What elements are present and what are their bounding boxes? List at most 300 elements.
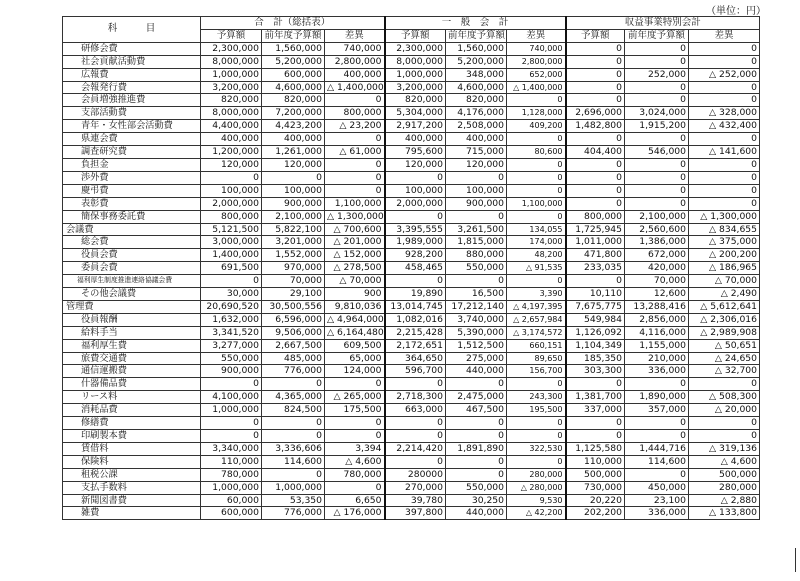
row-subject: リース料 bbox=[63, 391, 201, 404]
row-cell: 2,000,000 bbox=[385, 197, 446, 210]
row-cell: 89,650 bbox=[507, 352, 566, 365]
row-cell: 800,000 bbox=[566, 210, 625, 223]
row-cell: 485,000 bbox=[262, 352, 325, 365]
row-cell: 596,700 bbox=[385, 365, 446, 378]
row-cell: 1,890,000 bbox=[625, 391, 689, 404]
row-cell: 23,100 bbox=[625, 494, 689, 507]
row-cell: 471,800 bbox=[566, 249, 625, 262]
row-cell: △ 280,000 bbox=[507, 481, 566, 494]
row-cell: 202,200 bbox=[566, 507, 625, 520]
row-cell: 1,000,000 bbox=[385, 68, 446, 81]
row-subject: 新聞図書費 bbox=[63, 494, 201, 507]
row-cell: 0 bbox=[507, 275, 566, 288]
row-subject: 給料手当 bbox=[63, 326, 201, 339]
row-cell: 0 bbox=[325, 378, 385, 391]
row-cell: 348,000 bbox=[446, 68, 507, 81]
row-cell: 400,000 bbox=[446, 133, 507, 146]
row-cell: 404,400 bbox=[566, 146, 625, 159]
row-cell: 730,000 bbox=[566, 481, 625, 494]
row-cell: 5,200,000 bbox=[262, 55, 325, 68]
row-cell: 65,000 bbox=[325, 352, 385, 365]
row-cell: 0 bbox=[507, 184, 566, 197]
row-subject: 福利厚生費 bbox=[63, 339, 201, 352]
row-cell: 0 bbox=[625, 81, 689, 94]
row-cell: 400,000 bbox=[262, 133, 325, 146]
group-header-profit: 収益事業特別会計 bbox=[566, 17, 760, 30]
row-cell: 1,125,580 bbox=[566, 442, 625, 455]
row-cell: 1,000,000 bbox=[201, 481, 262, 494]
row-cell: 2,214,420 bbox=[385, 442, 446, 455]
table-row bbox=[63, 494, 760, 507]
row-cell: 2,560,600 bbox=[625, 223, 689, 236]
row-subject: 慶弔費 bbox=[63, 184, 201, 197]
row-cell: 1,400,000 bbox=[201, 249, 262, 262]
table-row bbox=[63, 404, 760, 417]
table-row bbox=[63, 275, 760, 288]
row-cell: 0 bbox=[625, 430, 689, 443]
row-cell: 546,000 bbox=[625, 146, 689, 159]
row-cell: 1,011,000 bbox=[566, 236, 625, 249]
row-cell: 1,155,000 bbox=[625, 339, 689, 352]
row-cell: △ 508,300 bbox=[689, 391, 760, 404]
header-row-groups bbox=[63, 17, 760, 30]
subject-header: 科 目 bbox=[63, 17, 201, 43]
row-cell: △ 834,655 bbox=[689, 223, 760, 236]
row-cell: △ 1,400,000 bbox=[507, 81, 566, 94]
table-row bbox=[63, 107, 760, 120]
row-cell: 0 bbox=[566, 68, 625, 81]
row-cell: 70,000 bbox=[625, 275, 689, 288]
row-cell: 0 bbox=[625, 55, 689, 68]
row-cell: 0 bbox=[325, 184, 385, 197]
row-cell: 928,200 bbox=[385, 249, 446, 262]
row-cell: 609,500 bbox=[325, 339, 385, 352]
row-cell: 1,725,945 bbox=[566, 223, 625, 236]
row-cell: 0 bbox=[201, 275, 262, 288]
row-cell: 0 bbox=[446, 275, 507, 288]
row-cell: 0 bbox=[325, 158, 385, 171]
row-cell: 0 bbox=[625, 158, 689, 171]
row-cell: 19,890 bbox=[385, 288, 446, 301]
table-row bbox=[63, 339, 760, 352]
table-row bbox=[63, 455, 760, 468]
row-cell: 776,000 bbox=[262, 507, 325, 520]
row-cell: 5,121,500 bbox=[201, 223, 262, 236]
row-cell: 156,700 bbox=[507, 365, 566, 378]
row-cell: 458,465 bbox=[385, 262, 446, 275]
row-subject: 修繕費 bbox=[63, 417, 201, 430]
table-row bbox=[63, 146, 760, 159]
row-cell: 400,000 bbox=[325, 68, 385, 81]
row-cell: △ 265,000 bbox=[325, 391, 385, 404]
row-cell: 243,300 bbox=[507, 391, 566, 404]
row-cell: 9,530 bbox=[507, 494, 566, 507]
row-cell: 0 bbox=[566, 275, 625, 288]
row-cell: 0 bbox=[566, 81, 625, 94]
row-cell: 0 bbox=[446, 430, 507, 443]
row-cell: 0 bbox=[566, 378, 625, 391]
table-row bbox=[63, 55, 760, 68]
row-subject: 役員会費 bbox=[63, 249, 201, 262]
row-cell: 1,512,500 bbox=[446, 339, 507, 352]
row-cell: 322,530 bbox=[507, 442, 566, 455]
row-cell: 337,000 bbox=[566, 404, 625, 417]
table-row bbox=[63, 365, 760, 378]
row-cell: 550,000 bbox=[446, 481, 507, 494]
row-cell: 0 bbox=[689, 133, 760, 146]
row-cell: 0 bbox=[507, 94, 566, 107]
row-cell: 0 bbox=[689, 55, 760, 68]
row-cell: 549,984 bbox=[566, 313, 625, 326]
row-cell: △ 5,612,641 bbox=[689, 300, 760, 313]
row-cell: 820,000 bbox=[201, 94, 262, 107]
row-cell: 800,000 bbox=[201, 210, 262, 223]
table-row bbox=[63, 313, 760, 326]
row-cell: △ 319,136 bbox=[689, 442, 760, 455]
row-subject: 通信運搬費 bbox=[63, 365, 201, 378]
row-cell: 0 bbox=[201, 417, 262, 430]
row-cell: 0 bbox=[507, 210, 566, 223]
row-cell: 100,000 bbox=[446, 184, 507, 197]
row-cell: 0 bbox=[201, 430, 262, 443]
row-cell: 795,600 bbox=[385, 146, 446, 159]
table-row bbox=[63, 262, 760, 275]
row-cell: 0 bbox=[325, 171, 385, 184]
row-cell: 3,200,000 bbox=[201, 81, 262, 94]
row-cell: 8,000,000 bbox=[385, 55, 446, 68]
row-cell: △ 70,000 bbox=[689, 275, 760, 288]
col-budget: 予算額 bbox=[566, 29, 625, 42]
table-row bbox=[63, 507, 760, 520]
row-cell: 2,100,000 bbox=[262, 210, 325, 223]
row-cell: 500,000 bbox=[566, 468, 625, 481]
row-cell: 0 bbox=[325, 417, 385, 430]
row-cell: △ 70,000 bbox=[325, 275, 385, 288]
row-subject: 福利厚生制度推進連絡協議会費 bbox=[63, 275, 201, 288]
group-header-general: 一 般 会 計 bbox=[385, 17, 566, 30]
row-cell: △ 2,880 bbox=[689, 494, 760, 507]
row-subject: 表彰費 bbox=[63, 197, 201, 210]
row-subject: 渉外費 bbox=[63, 171, 201, 184]
row-cell: 1,000,000 bbox=[201, 404, 262, 417]
row-cell: 1,100,000 bbox=[325, 197, 385, 210]
row-cell: 1,000,000 bbox=[201, 68, 262, 81]
row-subject: 旅費交通費 bbox=[63, 352, 201, 365]
row-cell: 0 bbox=[566, 184, 625, 197]
row-cell: 0 bbox=[507, 378, 566, 391]
row-subject: 消耗品費 bbox=[63, 404, 201, 417]
row-cell: 0 bbox=[566, 94, 625, 107]
table-row bbox=[63, 197, 760, 210]
row-cell: 275,000 bbox=[446, 352, 507, 365]
row-cell: 53,350 bbox=[262, 494, 325, 507]
row-cell: 174,000 bbox=[507, 236, 566, 249]
row-cell: 780,000 bbox=[201, 468, 262, 481]
row-cell: 0 bbox=[507, 171, 566, 184]
table-row bbox=[63, 210, 760, 223]
row-cell: 740,000 bbox=[325, 42, 385, 55]
row-cell: △ 4,600 bbox=[689, 455, 760, 468]
row-cell: 0 bbox=[566, 133, 625, 146]
row-cell: 5,200,000 bbox=[446, 55, 507, 68]
table-row bbox=[63, 42, 760, 55]
row-cell: △ 328,000 bbox=[689, 107, 760, 120]
row-cell: 2,300,000 bbox=[201, 42, 262, 55]
row-cell: 2,215,428 bbox=[385, 326, 446, 339]
row-cell: 0 bbox=[566, 158, 625, 171]
row-cell: 6,596,000 bbox=[262, 313, 325, 326]
col-prev-budget: 前年度予算額 bbox=[625, 29, 689, 42]
row-cell: 440,000 bbox=[446, 507, 507, 520]
row-cell: 252,000 bbox=[625, 68, 689, 81]
row-cell: 1,560,000 bbox=[446, 42, 507, 55]
row-cell: 450,000 bbox=[625, 481, 689, 494]
row-cell: 3,340,000 bbox=[201, 442, 262, 455]
row-cell: 663,000 bbox=[385, 404, 446, 417]
row-cell: △ 252,000 bbox=[689, 68, 760, 81]
row-subject: 簡保事務委託費 bbox=[63, 210, 201, 223]
table-row bbox=[63, 430, 760, 443]
row-cell: △ 278,500 bbox=[325, 262, 385, 275]
row-cell: 0 bbox=[566, 171, 625, 184]
row-cell: 124,000 bbox=[325, 365, 385, 378]
table-row bbox=[63, 171, 760, 184]
table-body bbox=[63, 42, 760, 520]
row-cell: 3,200,000 bbox=[385, 81, 446, 94]
row-cell: 3,341,520 bbox=[201, 326, 262, 339]
row-cell: 0 bbox=[625, 197, 689, 210]
row-cell: 1,100,000 bbox=[507, 197, 566, 210]
row-cell: 30,500,556 bbox=[262, 300, 325, 313]
row-cell: 550,000 bbox=[446, 262, 507, 275]
row-cell: 100,000 bbox=[262, 184, 325, 197]
row-cell: 0 bbox=[625, 171, 689, 184]
row-cell: △ 42,200 bbox=[507, 507, 566, 520]
table-row bbox=[63, 249, 760, 262]
row-cell: 4,365,000 bbox=[262, 391, 325, 404]
row-cell: 397,800 bbox=[385, 507, 446, 520]
row-cell: 17,212,140 bbox=[446, 300, 507, 313]
row-cell: 0 bbox=[385, 210, 446, 223]
section-row bbox=[63, 223, 760, 236]
col-prev-budget: 前年度予算額 bbox=[262, 29, 325, 42]
row-subject: その他会議費 bbox=[63, 288, 201, 301]
row-cell: 233,035 bbox=[566, 262, 625, 275]
row-cell: △ 61,000 bbox=[325, 146, 385, 159]
row-cell: 400,000 bbox=[385, 133, 446, 146]
table-row bbox=[63, 326, 760, 339]
row-cell: 48,200 bbox=[507, 249, 566, 262]
row-cell: 100,000 bbox=[385, 184, 446, 197]
col-diff: 差異 bbox=[507, 29, 566, 42]
row-cell: 357,000 bbox=[625, 404, 689, 417]
col-budget: 予算額 bbox=[201, 29, 262, 42]
row-cell: △ 2,306,016 bbox=[689, 313, 760, 326]
row-cell: 114,600 bbox=[625, 455, 689, 468]
row-cell: 39,780 bbox=[385, 494, 446, 507]
row-cell: 467,500 bbox=[446, 404, 507, 417]
row-cell: 0 bbox=[385, 455, 446, 468]
row-cell: 0 bbox=[385, 275, 446, 288]
col-prev-budget: 前年度予算額 bbox=[446, 29, 507, 42]
row-cell: △ 32,700 bbox=[689, 365, 760, 378]
table-row bbox=[63, 468, 760, 481]
row-cell: 0 bbox=[625, 42, 689, 55]
row-cell: 3,740,000 bbox=[446, 313, 507, 326]
row-cell: 0 bbox=[262, 171, 325, 184]
row-cell: 120,000 bbox=[201, 158, 262, 171]
table-row bbox=[63, 120, 760, 133]
row-cell: 4,116,000 bbox=[625, 326, 689, 339]
row-cell: 2,718,300 bbox=[385, 391, 446, 404]
row-cell: 0 bbox=[507, 455, 566, 468]
row-cell: △ 24,650 bbox=[689, 352, 760, 365]
row-subject: 雑費 bbox=[63, 507, 201, 520]
row-cell: 0 bbox=[325, 133, 385, 146]
row-cell: 1,444,716 bbox=[625, 442, 689, 455]
row-cell: 0 bbox=[385, 417, 446, 430]
table-row bbox=[63, 236, 760, 249]
row-cell: 12,600 bbox=[625, 288, 689, 301]
row-cell: 0 bbox=[201, 378, 262, 391]
row-cell: 120,000 bbox=[385, 158, 446, 171]
row-subject: 管理費 bbox=[63, 300, 201, 313]
row-cell: 652,000 bbox=[507, 68, 566, 81]
row-cell: 1,560,000 bbox=[262, 42, 325, 55]
row-cell: 1,128,000 bbox=[507, 107, 566, 120]
section-row bbox=[63, 300, 760, 313]
row-cell: 195,500 bbox=[507, 404, 566, 417]
row-cell: △ 3,174,572 bbox=[507, 326, 566, 339]
row-cell: 3,336,606 bbox=[262, 442, 325, 455]
row-cell: 4,600,000 bbox=[446, 81, 507, 94]
row-cell: 13,014,745 bbox=[385, 300, 446, 313]
row-cell: 2,917,200 bbox=[385, 120, 446, 133]
row-cell: △ 4,600 bbox=[325, 455, 385, 468]
row-cell: 0 bbox=[689, 378, 760, 391]
row-cell: 0 bbox=[689, 417, 760, 430]
row-cell: 1,126,092 bbox=[566, 326, 625, 339]
row-cell: 3,394 bbox=[325, 442, 385, 455]
row-cell: 2,100,000 bbox=[625, 210, 689, 223]
row-subject: 賃借料 bbox=[63, 442, 201, 455]
row-cell: 5,390,000 bbox=[446, 326, 507, 339]
row-cell: 1,552,000 bbox=[262, 249, 325, 262]
row-cell: 1,815,000 bbox=[446, 236, 507, 249]
row-cell: 715,000 bbox=[446, 146, 507, 159]
table-row bbox=[63, 94, 760, 107]
row-cell: △ 432,400 bbox=[689, 120, 760, 133]
row-cell: 3,024,000 bbox=[625, 107, 689, 120]
row-cell: 5,822,100 bbox=[262, 223, 325, 236]
row-cell: 0 bbox=[262, 468, 325, 481]
row-cell: 120,000 bbox=[262, 158, 325, 171]
row-cell: 3,395,555 bbox=[385, 223, 446, 236]
row-cell: △ 4,197,395 bbox=[507, 300, 566, 313]
row-cell: 4,600,000 bbox=[262, 81, 325, 94]
row-cell: 0 bbox=[689, 430, 760, 443]
table-row bbox=[63, 68, 760, 81]
row-cell: 70,000 bbox=[262, 275, 325, 288]
row-cell: 280,000 bbox=[689, 481, 760, 494]
row-cell: 0 bbox=[325, 94, 385, 107]
row-cell: 0 bbox=[566, 197, 625, 210]
unit-label: （単位：円） bbox=[706, 6, 766, 17]
budget-table bbox=[62, 16, 760, 520]
row-cell: 270,000 bbox=[385, 481, 446, 494]
row-cell: 3,000,000 bbox=[201, 236, 262, 249]
table-row bbox=[63, 417, 760, 430]
row-cell: 600,000 bbox=[262, 68, 325, 81]
row-subject: 保険料 bbox=[63, 455, 201, 468]
row-subject: 社会貢献活動費 bbox=[63, 55, 201, 68]
row-cell: 0 bbox=[625, 184, 689, 197]
row-cell: 120,000 bbox=[446, 158, 507, 171]
row-cell: 2,800,000 bbox=[325, 55, 385, 68]
row-cell: 2,000,000 bbox=[201, 197, 262, 210]
col-diff: 差異 bbox=[689, 29, 760, 42]
row-cell: 0 bbox=[625, 468, 689, 481]
row-subject: 会報発行費 bbox=[63, 81, 201, 94]
row-cell: 185,350 bbox=[566, 352, 625, 365]
row-cell: △ 1,400,000 bbox=[325, 81, 385, 94]
row-cell: 336,000 bbox=[625, 365, 689, 378]
row-cell: △ 2,657,984 bbox=[507, 313, 566, 326]
row-cell: 2,800,000 bbox=[507, 55, 566, 68]
row-cell: 5,304,000 bbox=[385, 107, 446, 120]
table-row bbox=[63, 288, 760, 301]
row-cell: 16,500 bbox=[446, 288, 507, 301]
row-cell: △ 200,200 bbox=[689, 249, 760, 262]
row-cell: 900,000 bbox=[201, 365, 262, 378]
row-cell: 303,300 bbox=[566, 365, 625, 378]
row-cell: 0 bbox=[625, 94, 689, 107]
row-cell: △ 6,164,480 bbox=[325, 326, 385, 339]
row-cell: 9,810,036 bbox=[325, 300, 385, 313]
col-diff: 差異 bbox=[325, 29, 385, 42]
row-cell: 0 bbox=[566, 417, 625, 430]
row-subject: 調査研究費 bbox=[63, 146, 201, 159]
table-row bbox=[63, 158, 760, 171]
row-cell: 820,000 bbox=[262, 94, 325, 107]
row-cell: 60,000 bbox=[201, 494, 262, 507]
row-cell: △ 375,000 bbox=[689, 236, 760, 249]
row-cell: 0 bbox=[507, 417, 566, 430]
row-cell: 820,000 bbox=[446, 94, 507, 107]
row-cell: 420,000 bbox=[625, 262, 689, 275]
row-cell: 1,915,200 bbox=[625, 120, 689, 133]
row-cell: 0 bbox=[446, 455, 507, 468]
row-cell: 4,100,000 bbox=[201, 391, 262, 404]
row-cell: 2,172,651 bbox=[385, 339, 446, 352]
row-cell: 776,000 bbox=[262, 365, 325, 378]
row-cell: 1,200,000 bbox=[201, 146, 262, 159]
row-cell: 0 bbox=[201, 171, 262, 184]
group-header-total: 合 計（総括表） bbox=[201, 17, 385, 30]
table-row bbox=[63, 481, 760, 494]
row-cell: 0 bbox=[689, 197, 760, 210]
row-cell: 660,151 bbox=[507, 339, 566, 352]
row-cell: 1,381,700 bbox=[566, 391, 625, 404]
row-cell: 824,500 bbox=[262, 404, 325, 417]
row-cell: 820,000 bbox=[385, 94, 446, 107]
row-cell: 2,300,000 bbox=[385, 42, 446, 55]
row-cell: 0 bbox=[446, 210, 507, 223]
row-cell: 900 bbox=[325, 288, 385, 301]
row-cell: △ 133,800 bbox=[689, 507, 760, 520]
row-cell: 0 bbox=[446, 417, 507, 430]
row-cell: 900,000 bbox=[262, 197, 325, 210]
